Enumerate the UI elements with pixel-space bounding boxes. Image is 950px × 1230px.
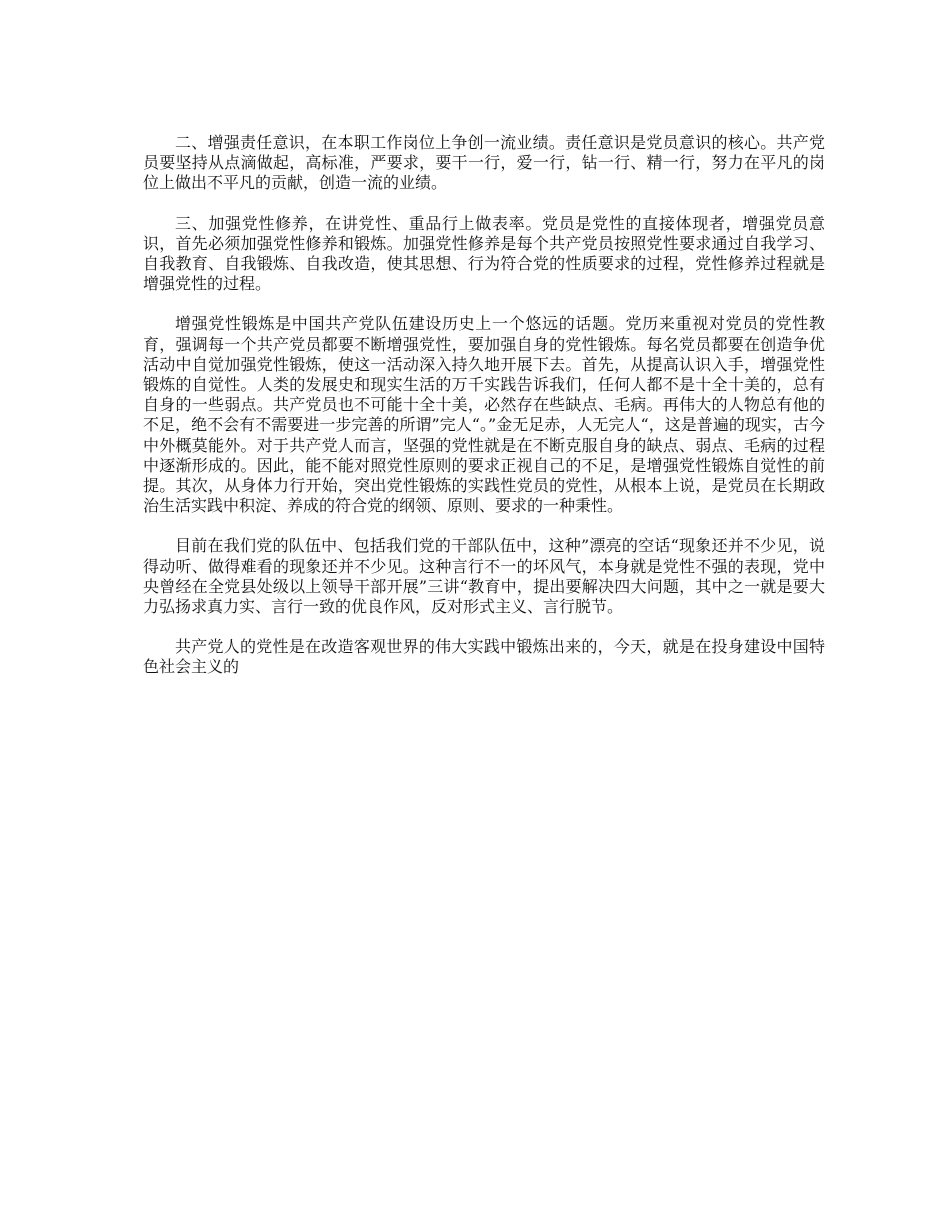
paragraph-empty-talk: 目前在我们党的队伍中、包括我们党的干部队伍中，这种”漂亮的空话“现象还并不少见，说得动听、做得难看的现象还并不少见。这种言行不一的坏风气，本身就是党性不强的表现，党中央曾经在全党县处级以上领导干部开展”三讲“教育中，提出要解决四大问题，其中之一就是要大力弘扬求真力实、言行一致的优良作风，反对形式主义、言行脱节。 <box>143 536 825 617</box>
paragraph-responsibility: 二、增强责任意识，在本职工作岗位上争创一流业绩。责任意识是党员意识的核心。共产党员要坚持从点滴做起，高标准，严要求，要干一行，爱一行，钻一行、精一行，努力在平凡的岗位上做出不平凡的贡献，创造一流的业绩。 <box>143 133 825 193</box>
paragraph-party-training: 增强党性锻炼是中国共产党队伍建设历史上一个悠远的话题。党历来重视对党员的党性教育，强调每一个共产党员都要不断增强党性，要加强自身的党性锻炼。每名党员都要在创造争优活动中自觉加强党性锻炼，使这一活动深入持久地开展下去。首先，从提高认识入手，增强党性锻炼的自觉性。人类的发展史和现实生活的万千实践告诉我们，任何人都不是十全十美的，总有自身的一些弱点。共产党员也不可能十全十美，必然存在些缺点、毛病。再伟大的人物总有他的不足，绝不会有不需要进一步完善的所谓”完人“。”金无足赤，人无完人“，这是普遍的现实，古今中外概莫能外。对于共产党人而言，坚强的党性就是在不断克服自身的缺点、弱点、毛病的过程中逐渐形成的。因此，能不能对照党性原则的要求正视自己的不足，是增强党性锻炼自觉性的前提。其次，从身体力行开始，突出党性锻炼的实践性党员的党性，从根本上说，是党员在长期政治生活实践中积淀、养成的符合党的纲领、原则、要求的一种秉性。 <box>143 314 825 516</box>
document-body <box>143 133 825 698</box>
paragraph-practice: 共产党人的党性是在改造客观世界的伟大实践中锻炼出来的，今天，就是在投身建设中国特色社会主义的 <box>143 637 825 677</box>
paragraph-party-cultivation: 三、加强党性修养，在讲党性、重品行上做表率。党员是党性的直接体现者，增强党员意识，首先必须加强党性修养和锻炼。加强党性修养是每个共产党员按照党性要求通过自我学习、自我教育、自我锻炼、自我改造，使其思想、行为符合党的性质要求的过程，党性修养过程就是增强党性的过程。 <box>143 213 825 294</box>
